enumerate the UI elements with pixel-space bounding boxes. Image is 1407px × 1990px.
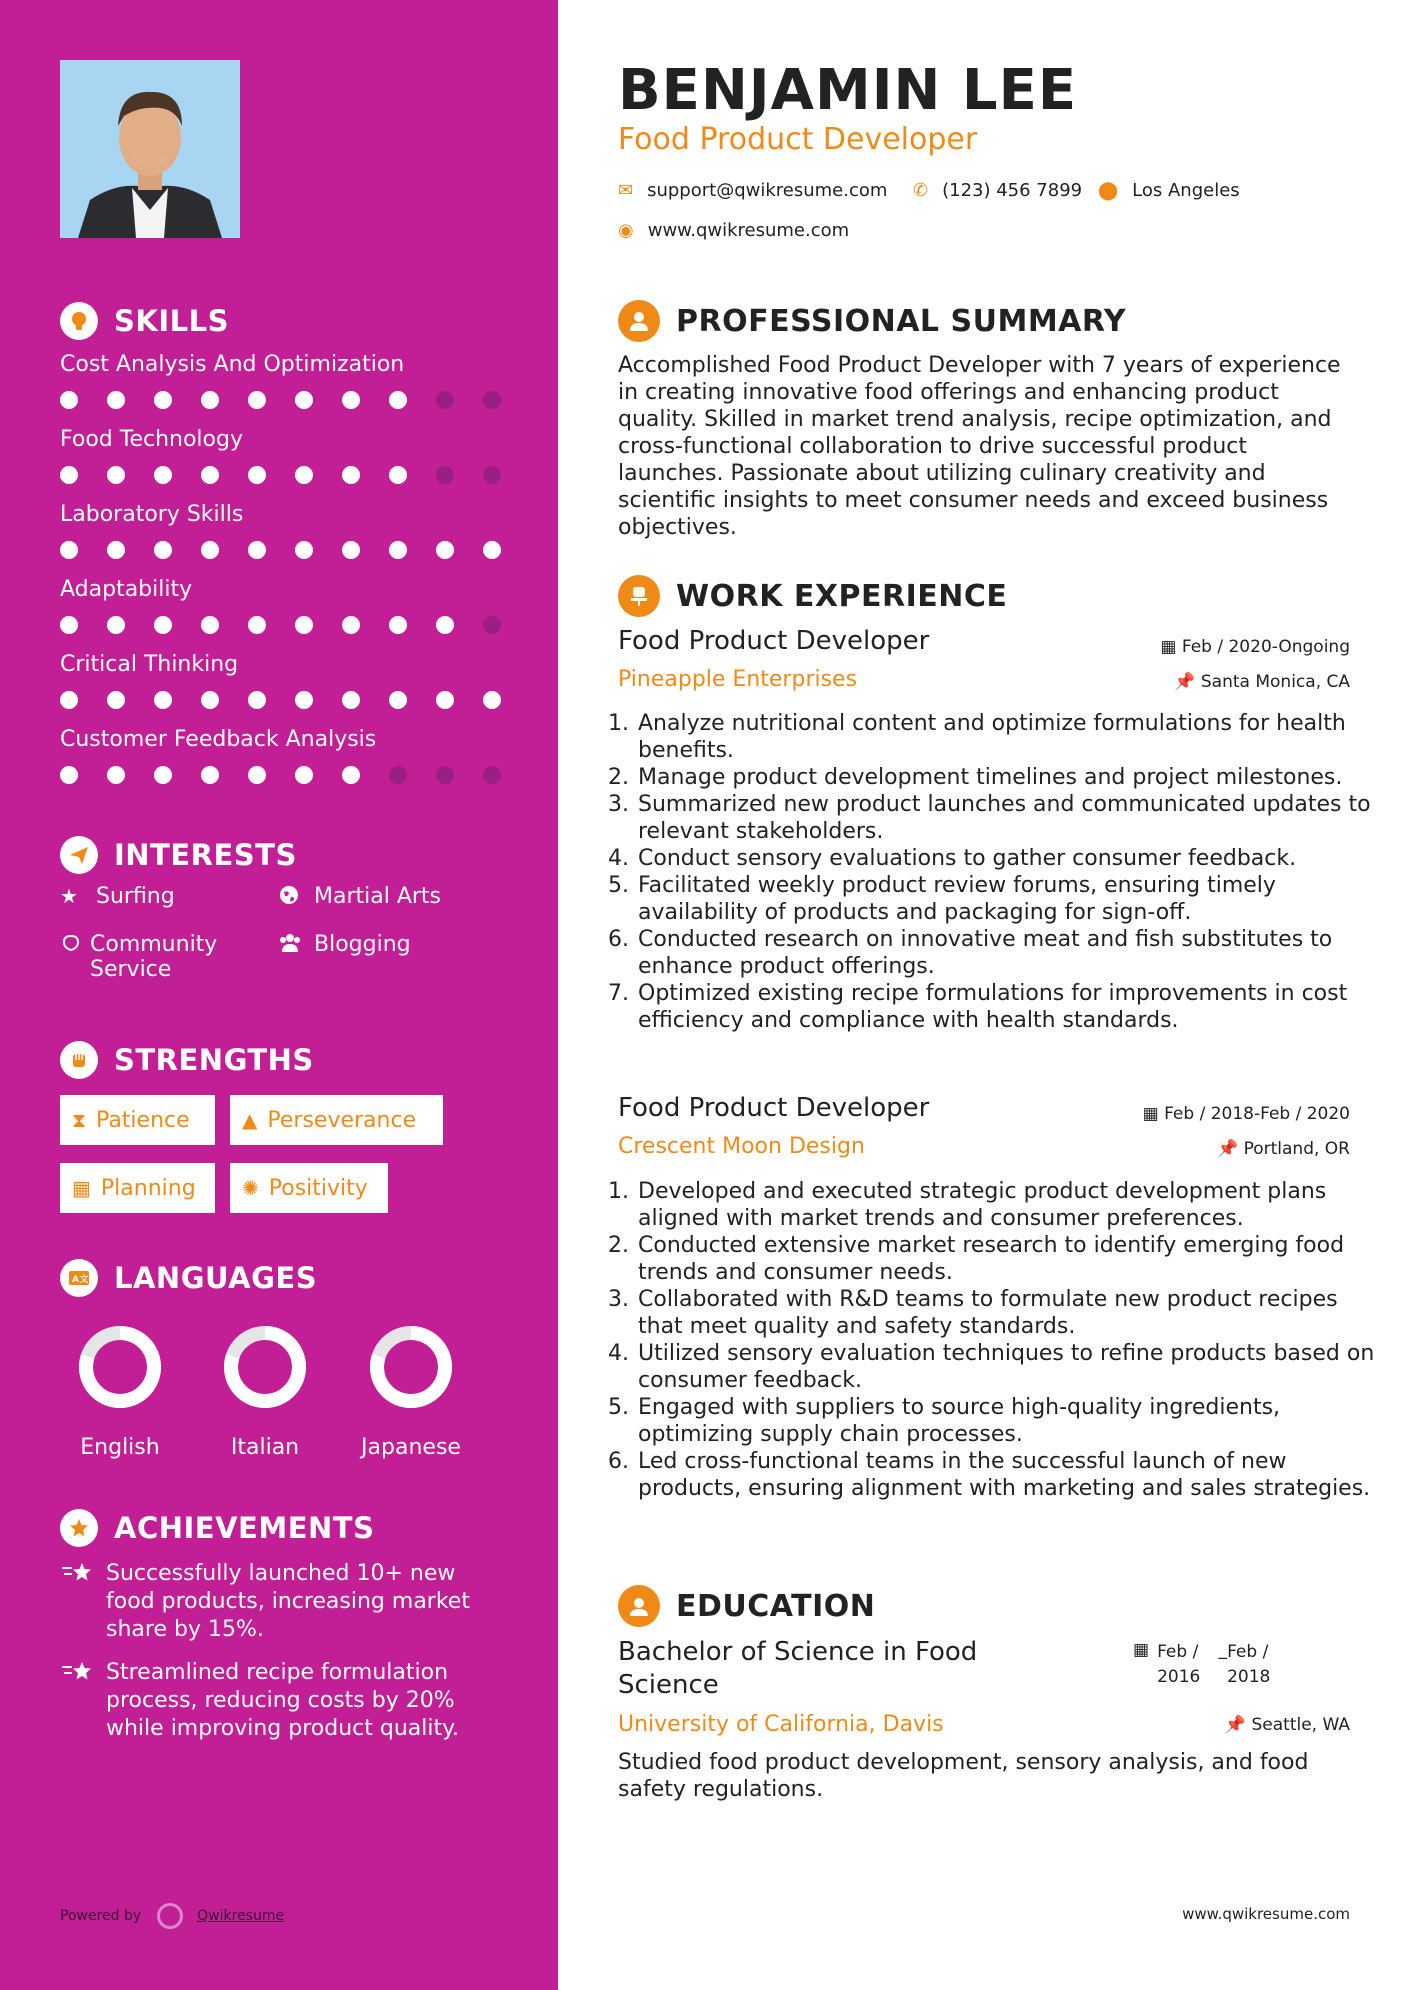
duty-item: 7. Optimized existing recipe formulations for improvements in cost efficiency and compliance with health standards. xyxy=(636,980,1386,1034)
skill-dot xyxy=(107,541,125,559)
duty-item: 3. Summarized new product launches and communicated updates to relevant stakeholders. xyxy=(636,791,1386,845)
job-company: Crescent Moon Design xyxy=(618,1134,865,1159)
skill-label: Cost Analysis And Optimization xyxy=(60,352,405,377)
skill-dot xyxy=(154,466,172,484)
envelope-icon: ✉ xyxy=(618,180,634,201)
skill-dot xyxy=(60,616,78,634)
skill-rating xyxy=(60,691,530,709)
interest-item: Community Service xyxy=(60,932,250,982)
skill-dot xyxy=(389,766,407,784)
paper-plane-icon xyxy=(60,836,98,874)
skill-dot xyxy=(248,691,266,709)
language-item xyxy=(210,1325,320,1460)
svg-text:A文: A文 xyxy=(72,1275,89,1285)
languages-title: LANGUAGES xyxy=(114,1261,318,1295)
skill-dot xyxy=(342,616,360,634)
skill-rating xyxy=(60,616,530,634)
skill-dot xyxy=(248,541,266,559)
language-level-ring xyxy=(78,1325,162,1409)
globe-icon: ◉ xyxy=(618,220,634,241)
qwikresume-link[interactable]: Qwikresume xyxy=(197,1908,285,1924)
skill-dot xyxy=(154,541,172,559)
language-level-ring xyxy=(369,1325,453,1409)
skill-dot xyxy=(248,766,266,784)
skill-dot xyxy=(107,616,125,634)
skill-dot xyxy=(295,391,313,409)
skill-rating xyxy=(60,541,530,559)
hand-icon xyxy=(60,932,82,982)
duty-item: 5. Facilitated weekly product review forums, ensuring timely availability of products and packaging for sign-off. xyxy=(636,872,1386,926)
skill-dot xyxy=(342,466,360,484)
skill-dot xyxy=(107,466,125,484)
skill-dot xyxy=(201,691,219,709)
skill-dot xyxy=(201,616,219,634)
map-pin-icon: ⬤ xyxy=(1098,180,1119,201)
skill-dot xyxy=(483,391,501,409)
pin-icon: 📌 xyxy=(1174,672,1201,692)
interests-heading xyxy=(60,836,297,874)
skill-dot xyxy=(60,466,78,484)
users-icon xyxy=(278,932,306,959)
skills-heading xyxy=(60,302,229,340)
skill-dot xyxy=(295,541,313,559)
skill-dot xyxy=(154,391,172,409)
skill-dot xyxy=(389,616,407,634)
job-company: Pineapple Enterprises xyxy=(618,667,858,692)
interest-item: Martial Arts xyxy=(278,884,441,911)
skills-title: SKILLS xyxy=(114,304,229,338)
sun-icon: ✺ xyxy=(242,1176,259,1200)
skill-dot xyxy=(389,691,407,709)
pin-icon: 📌 xyxy=(1217,1139,1244,1159)
duty-item: 2. Manage product development timelines and project milestones. xyxy=(636,764,1386,791)
skill-dot xyxy=(154,766,172,784)
education-title: EDUCATION xyxy=(676,1588,876,1624)
skill-dot xyxy=(248,391,266,409)
star-badge-icon xyxy=(60,1509,98,1547)
contact-location: ⬤ Los Angeles xyxy=(1098,180,1240,201)
road-icon: ▲ xyxy=(242,1108,258,1132)
skill-rating xyxy=(60,391,530,409)
hourglass-icon: ⧗ xyxy=(72,1108,87,1132)
education-dates: ▦ Feb / 2016 _ Feb / 2018 xyxy=(1133,1640,1283,1690)
skill-dot xyxy=(201,466,219,484)
skill-dot xyxy=(483,766,501,784)
education-heading xyxy=(618,1585,875,1627)
skill-dot xyxy=(60,766,78,784)
graduate-icon xyxy=(618,1585,660,1627)
duty-item: 4. Utilized sensory evaluation techniques to refine products based on consumer feedback. xyxy=(636,1340,1386,1394)
fist-icon xyxy=(60,1041,98,1079)
skill-dot xyxy=(248,616,266,634)
strength-badge: ▲ Perseverance xyxy=(230,1095,443,1145)
job-dates: ▦ Feb / 2020-Ongoing xyxy=(1160,637,1350,657)
duty-item: 1. Developed and executed strategic product development plans aligned with market trends and consumer preferences. xyxy=(636,1178,1386,1232)
job-duties xyxy=(618,710,1386,1034)
skill-dot xyxy=(436,391,454,409)
globe-icon xyxy=(278,884,306,911)
school-name: University of California, Davis xyxy=(618,1712,944,1737)
skill-dot xyxy=(154,691,172,709)
skill-dot xyxy=(483,466,501,484)
qwikresume-logo xyxy=(157,1903,183,1929)
duty-item: 6. Led cross-functional teams in the successful launch of new products, ensuring alignment with marketing and sales strategies. xyxy=(636,1448,1386,1502)
skill-dot xyxy=(436,466,454,484)
skill-dot xyxy=(342,541,360,559)
job-title: Food Product Developer xyxy=(618,626,930,656)
summary-text: Accomplished Food Product Developer with 7 years of experience in creating innovative food offerings and enhancing product quality. Skilled in market trend analysis, recipe optimization, and cross-functional collaboration to drive successful product launches. Passionate about utilizing culinary creativity and scientific insights to meet consumer needs and exceed business objectives. xyxy=(618,353,1341,540)
language-label: English xyxy=(80,1435,160,1460)
skill-dot xyxy=(60,541,78,559)
strengths-heading xyxy=(60,1041,314,1079)
skill-dot xyxy=(107,691,125,709)
skill-dot xyxy=(389,466,407,484)
skill-dot xyxy=(154,616,172,634)
skill-dot xyxy=(483,616,501,634)
skill-dot xyxy=(483,691,501,709)
skill-dot xyxy=(389,541,407,559)
phone-icon: ✆ xyxy=(913,180,929,201)
skill-dot xyxy=(248,466,266,484)
skill-dot xyxy=(295,616,313,634)
skill-label: Customer Feedback Analysis xyxy=(60,727,377,752)
skill-label: Adaptability xyxy=(60,577,193,602)
user-icon xyxy=(618,300,660,342)
duty-item: 6. Conducted research on innovative meat and fish substitutes to enhance product offerings. xyxy=(636,926,1386,980)
lightbulb-icon xyxy=(60,302,98,340)
skill-dot xyxy=(389,391,407,409)
job-location: 📌 Santa Monica, CA xyxy=(1174,672,1350,692)
duty-item: 3. Collaborated with R&D teams to formulate new product recipes that meet quality and safety standards. xyxy=(636,1286,1386,1340)
skill-dot xyxy=(60,391,78,409)
pin-icon: 📌 xyxy=(1224,1715,1252,1735)
calendar-icon: ▦ xyxy=(1142,1104,1165,1124)
skill-rating xyxy=(60,466,530,484)
job-dates: ▦ Feb / 2018-Feb / 2020 xyxy=(1142,1104,1350,1124)
candidate-name: BENJAMIN LEE xyxy=(618,58,1078,123)
skill-dot xyxy=(201,766,219,784)
language-icon xyxy=(60,1259,98,1297)
interests-title: INTERESTS xyxy=(114,838,297,872)
skill-dot xyxy=(342,391,360,409)
duty-item: 4. Conduct sensory evaluations to gather consumer feedback. xyxy=(636,845,1386,872)
education-location: 📌 Seattle, WA xyxy=(1224,1715,1350,1735)
skill-label: Laboratory Skills xyxy=(60,502,244,527)
skill-dot xyxy=(342,691,360,709)
strength-badge: ✺ Positivity xyxy=(230,1163,388,1213)
skill-rating xyxy=(60,766,530,784)
skill-dot xyxy=(342,766,360,784)
language-item xyxy=(65,1325,175,1460)
strengths-title: STRENGTHS xyxy=(114,1043,314,1077)
language-label: Italian xyxy=(230,1435,300,1460)
language-level-ring xyxy=(223,1325,307,1409)
candidate-title: Food Product Developer xyxy=(618,122,978,157)
strength-badge: ⧗ Patience xyxy=(60,1095,215,1145)
skill-label: Food Technology xyxy=(60,427,243,452)
achievements-title: ACHIEVEMENTS xyxy=(114,1511,375,1545)
powered-by: Powered by Qwikresume xyxy=(60,1903,284,1929)
interest-item: Blogging xyxy=(278,932,411,959)
summary-heading xyxy=(618,300,1126,342)
sidebar xyxy=(0,0,558,1990)
language-item xyxy=(356,1325,466,1460)
skill-dot xyxy=(295,691,313,709)
summary-title: PROFESSIONAL SUMMARY xyxy=(676,303,1127,339)
job-duties xyxy=(618,1178,1386,1502)
main-content xyxy=(558,0,1407,1990)
skill-label: Critical Thinking xyxy=(60,652,239,677)
languages-heading xyxy=(60,1259,317,1297)
job-location: 📌 Portland, OR xyxy=(1217,1139,1350,1159)
job-title: Food Product Developer xyxy=(618,1093,930,1123)
skill-dot xyxy=(436,541,454,559)
contact-phone[interactable]: ✆ (123) 456 7899 xyxy=(913,180,1083,201)
calendar-icon: ▦ xyxy=(1133,1640,1150,1660)
interest-item: ★ Surfing xyxy=(60,884,175,909)
skill-dot xyxy=(201,541,219,559)
calendar-icon: ▦ xyxy=(72,1176,91,1200)
footer-url[interactable]: www.qwikresume.com xyxy=(1182,1905,1350,1923)
strength-badge: ▦ Planning xyxy=(60,1163,215,1213)
skill-dot xyxy=(107,766,125,784)
experience-heading xyxy=(618,575,1007,617)
skill-dot xyxy=(483,541,501,559)
duty-item: 1. Analyze nutritional content and optimize formulations for health benefits. xyxy=(636,710,1386,764)
skill-dot xyxy=(60,691,78,709)
star-icon: ★ xyxy=(60,884,78,908)
contact-website[interactable]: ◉ www.qwikresume.com xyxy=(618,220,850,241)
skill-dot xyxy=(295,466,313,484)
skill-dot xyxy=(107,391,125,409)
skill-dot xyxy=(436,691,454,709)
contact-email[interactable]: ✉ support@qwikresume.com xyxy=(618,180,888,201)
language-label: Japanese xyxy=(361,1435,461,1460)
shooting-star-icon xyxy=(60,1560,106,1644)
skill-dot xyxy=(295,766,313,784)
briefcase-chair-icon xyxy=(618,575,660,617)
achievement-item: Successfully launched 10+ new food products, increasing market share by 15%. xyxy=(60,1560,500,1644)
profile-photo xyxy=(60,60,240,238)
experience-title: WORK EXPERIENCE xyxy=(676,578,1008,614)
calendar-icon: ▦ xyxy=(1160,637,1182,657)
skill-dot xyxy=(436,766,454,784)
achievements-heading xyxy=(60,1509,374,1547)
duty-item: 5. Engaged with suppliers to source high-quality ingredients, optimizing supply chain processes. xyxy=(636,1394,1386,1448)
skill-dot xyxy=(436,616,454,634)
duty-item: 2. Conducted extensive market research to identify emerging food trends and consumer needs. xyxy=(636,1232,1386,1286)
achievement-item: Streamlined recipe formulation process, reducing costs by 20% while improving product quality. xyxy=(60,1659,500,1743)
degree-title: Bachelor of Science in Food Science xyxy=(618,1637,978,1700)
education-description: Studied food product development, sensory analysis, and food safety regulations. xyxy=(618,1750,1309,1802)
shooting-star-icon xyxy=(60,1659,106,1743)
skill-dot xyxy=(201,391,219,409)
